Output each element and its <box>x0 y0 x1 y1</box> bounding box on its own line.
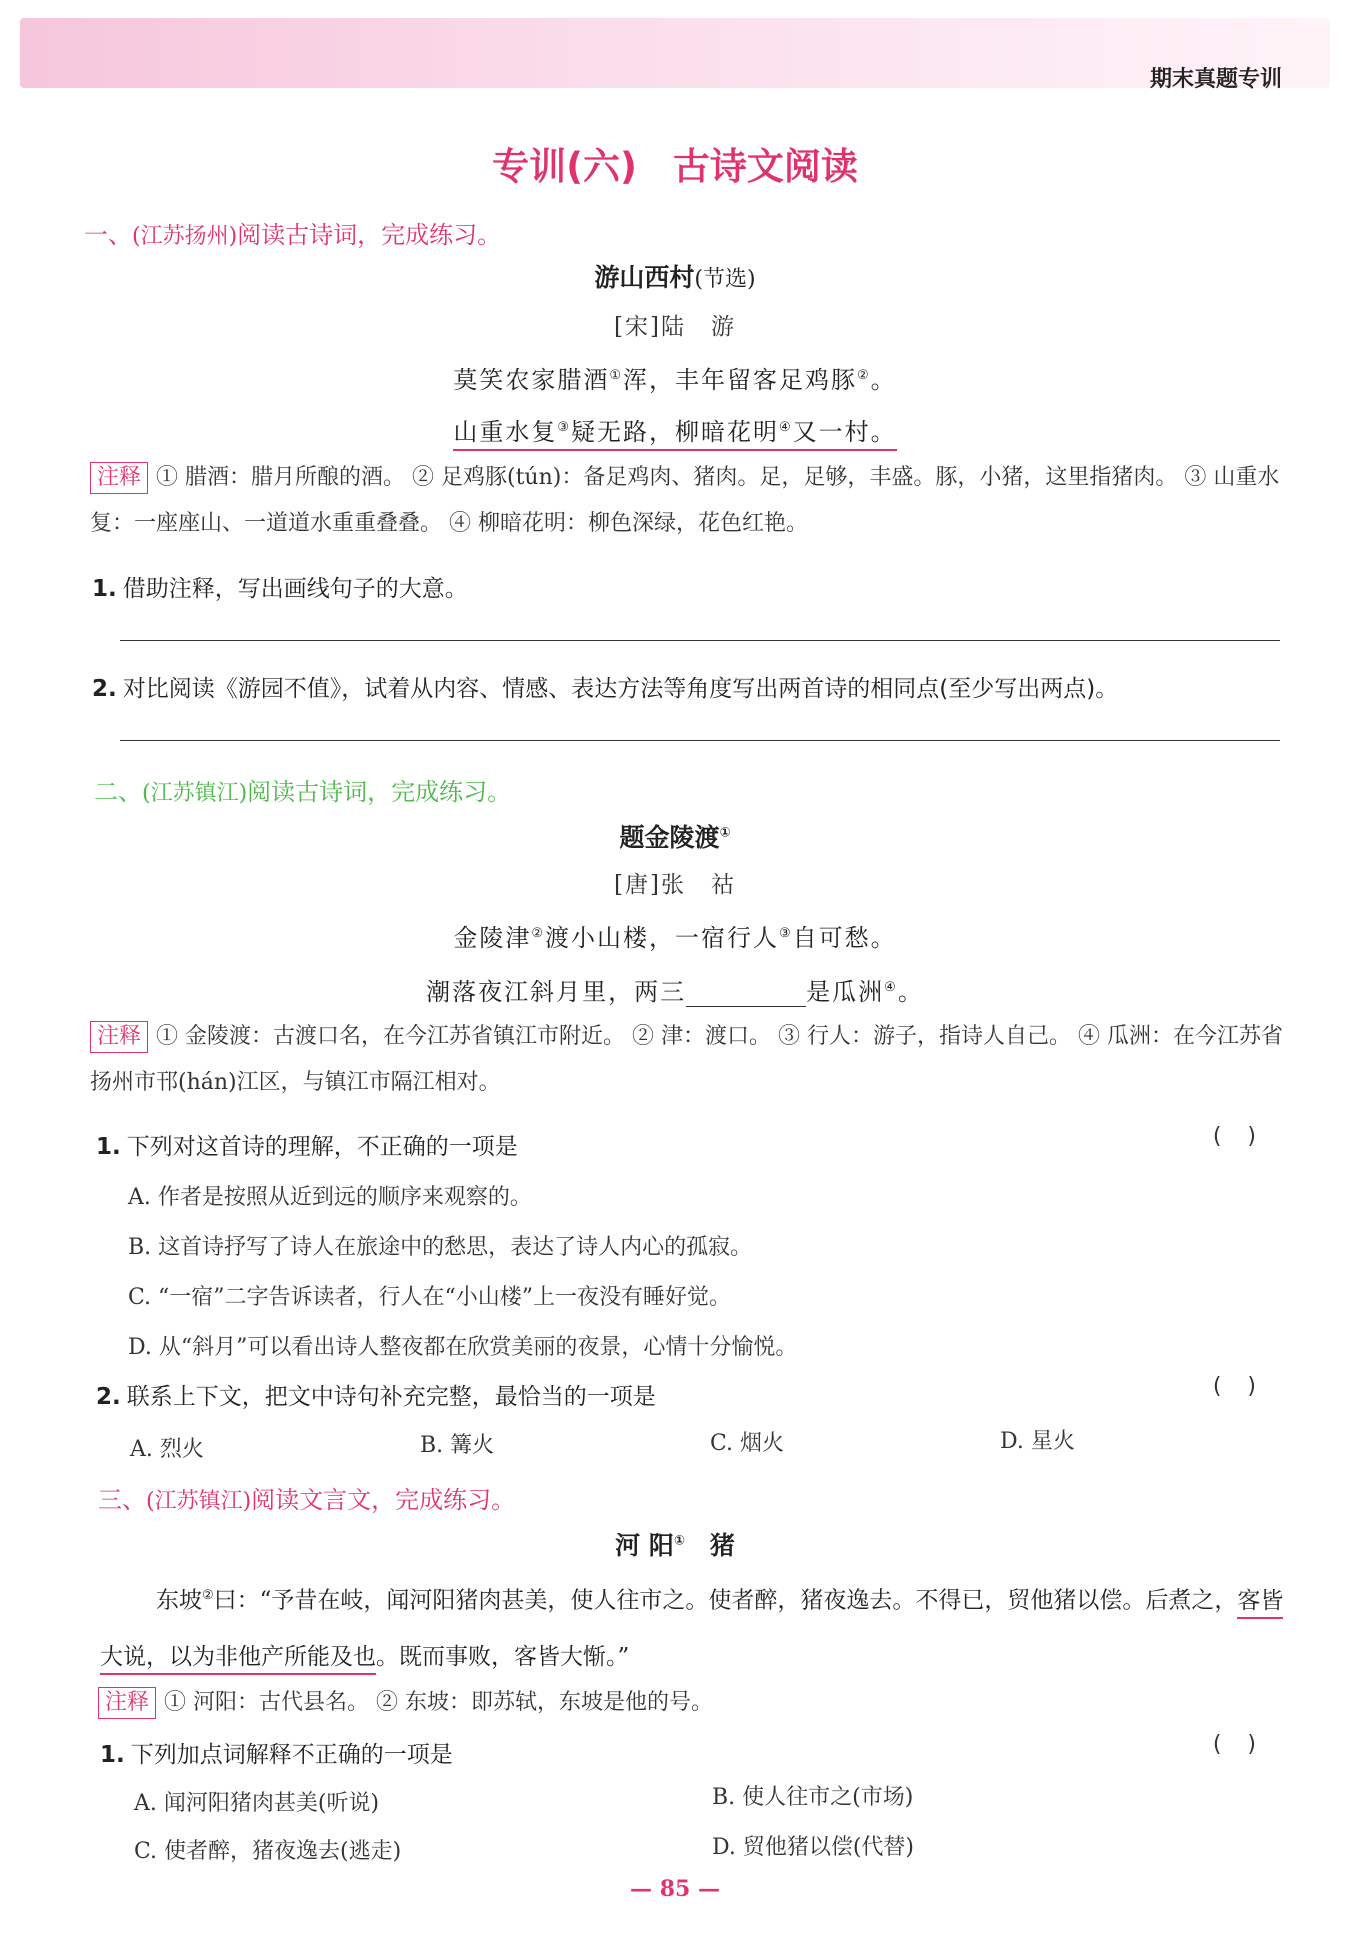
s3-q1-option-c[interactable]: C. 使者醉，猪夜逸去(逃走) <box>134 1839 402 1864</box>
note-tag: 注释 <box>90 1021 148 1053</box>
s1-q2-answer-line[interactable] <box>120 740 1280 741</box>
s3-question-1: 1. 下列加点词解释不正确的一项是 <box>100 1742 453 1768</box>
s1-question-2: 2. 对比阅读《游园不值》，试着从内容、情感、表达方法等角度写出两首诗的相同点(至少写出两点)。 <box>92 676 1119 702</box>
poem-2-line-1: 金陵津②渡小山楼，一宿行人③自可愁。 <box>453 924 897 952</box>
s2-q1-option-a[interactable]: A. 作者是按照从近到远的顺序来观察的。 <box>128 1185 532 1210</box>
s2-q2-answer-paren[interactable]: () <box>1212 1374 1282 1399</box>
s2-question-1: 1. 下列对这首诗的理解，不正确的一项是 <box>96 1134 518 1160</box>
poem-2-notes: 注释 ① 金陵渡：古渡口名，在今江苏省镇江市附近。 ② 津：渡口。 ③ 行人：游子，指诗人自己。 ④ 瓜洲：在今江苏省扬州市邗(hán)江区，与镇江市隔江相对。 <box>90 1014 1290 1106</box>
section-1-heading: 一、(江苏扬州)阅读古诗词，完成练习。 <box>84 221 502 249</box>
s3-q1-option-d[interactable]: D. 贸他猪以偿(代替) <box>712 1835 915 1860</box>
title-part1: 专训(六) <box>492 145 637 188</box>
s3-q1-option-b[interactable]: B. 使人往市之(市场) <box>712 1785 914 1810</box>
poem-1-notes: 注释 ① 腊酒：腊月所酿的酒。 ② 足鸡豚(tún)：备足鸡肉、猪肉。足，足够，丰盛。豚，小猪，这里指猪肉。 ③ 山重水复：一座座山、一道道水重重叠叠。 ④ 柳暗花明：柳色深绿，花色红艳。 <box>90 455 1290 547</box>
s2-q1-option-c[interactable]: C. “一宿”二字告诉读者，行人在“小山楼”上一夜没有睡好觉。 <box>128 1285 732 1310</box>
text-3-title: 河 阳① 猪 <box>615 1531 735 1560</box>
title-part2: 古诗文阅读 <box>672 145 858 188</box>
poem-1-title: 游山西村(节选) <box>594 263 756 292</box>
poem-2-author: [唐]张 祜 <box>614 872 736 898</box>
s1-q1-answer-line[interactable] <box>120 640 1280 641</box>
page-title <box>0 136 1350 190</box>
section-3-heading: 三、(江苏镇江)阅读文言文，完成练习。 <box>98 1486 516 1514</box>
s2-q2-option-a[interactable]: A. 烈火 <box>130 1437 204 1462</box>
poem-1-line-1: 莫笑农家腊酒①浑，丰年留客足鸡豚②。 <box>453 366 897 394</box>
page-number: — 85 — <box>630 1876 720 1902</box>
note-tag: 注释 <box>90 462 148 494</box>
header-tag: 期末真题专训 <box>1149 67 1282 92</box>
poem-2-title: 题金陵渡① <box>619 823 731 852</box>
s1-question-1: 1. 借助注释，写出画线句子的大意。 <box>92 576 468 602</box>
note-tag: 注释 <box>98 1687 156 1719</box>
poem-1-line-2: 山重水复③疑无路，柳暗花明④又一村。 <box>0 412 1350 447</box>
s2-q1-answer-paren[interactable]: () <box>1212 1124 1282 1149</box>
text-3-notes: 注释 ① 河阳：古代县名。 ② 东坡：即苏轼，东坡是他的号。 <box>98 1680 1298 1726</box>
header-band <box>20 18 1330 88</box>
poem-2-blank[interactable] <box>686 986 806 1007</box>
s2-q2-option-d[interactable]: D. 星火 <box>1000 1429 1075 1454</box>
s3-q1-option-a[interactable]: A. 闻河阳猪肉甚美(听说) <box>134 1791 380 1816</box>
s2-q1-option-b[interactable]: B. 这首诗抒写了诗人在旅途中的愁思，表达了诗人内心的孤寂。 <box>128 1235 753 1260</box>
s2-q2-option-c[interactable]: C. 烟火 <box>710 1431 785 1456</box>
s3-q1-answer-paren[interactable]: () <box>1212 1732 1282 1757</box>
poem-1-author: [宋]陆 游 <box>614 314 736 340</box>
poem-2-line-2: 潮落夜江斜月里，两三 是瓜洲④。 <box>426 978 924 1006</box>
s2-q2-option-b[interactable]: B. 篝火 <box>420 1433 495 1458</box>
section-2-heading: 二、(江苏镇江)阅读古诗词，完成练习。 <box>94 778 512 806</box>
text-3-body: 东坡②曰：“予昔在岐，闻河阳猪肉甚美，使人往市之。使者醉，猪夜逸去。不得已，贸他猪以偿。后煮之，客皆大说，以为非他产所能及也。既而事败，客皆大惭。” <box>100 1568 1300 1685</box>
s2-q1-option-d[interactable]: D. 从“斜月”可以看出诗人整夜都在欣赏美丽的夜景，心情十分愉悦。 <box>128 1335 798 1360</box>
s2-question-2: 2. 联系上下文，把文中诗句补充完整，最恰当的一项是 <box>96 1384 656 1410</box>
